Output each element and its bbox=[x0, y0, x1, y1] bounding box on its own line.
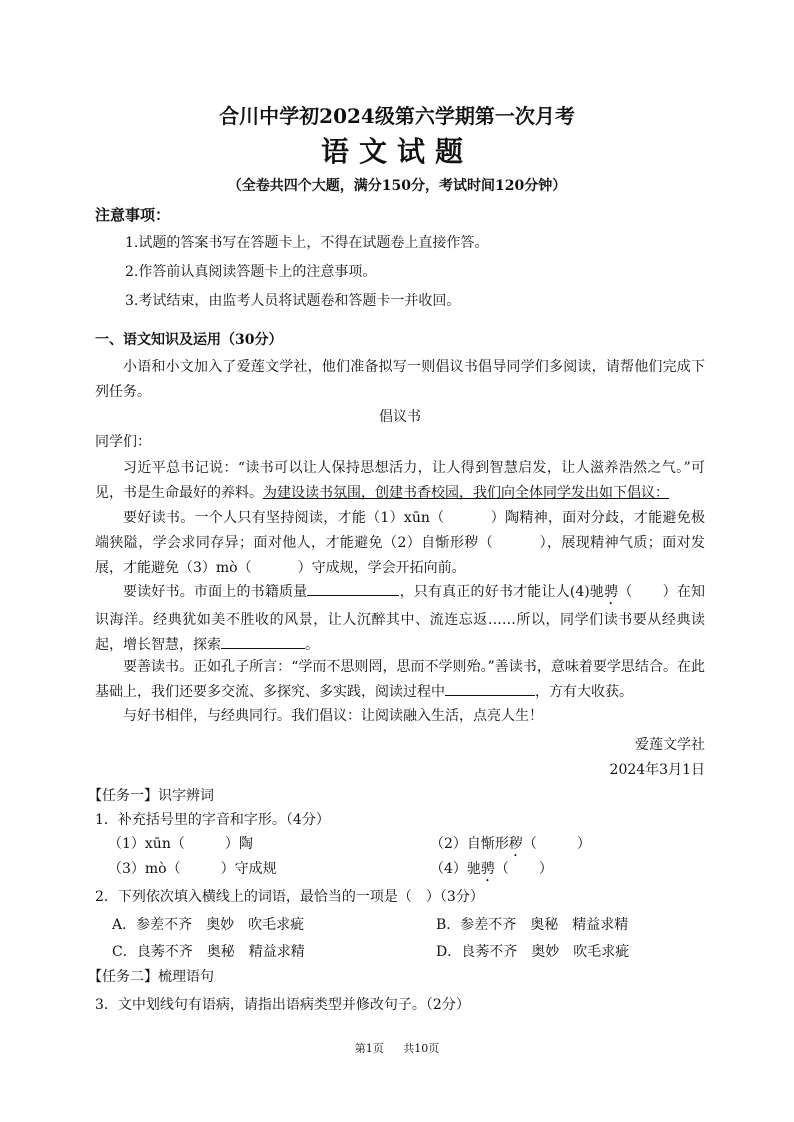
question-3: 3．文中划线句有语病，请指出语病类型并修改句子。（2分） bbox=[95, 997, 470, 1013]
answer-blank-3[interactable] bbox=[445, 681, 535, 696]
q1-item-1: （1）xūn（ ）陶 bbox=[108, 836, 253, 852]
page-footer bbox=[0, 1040, 794, 1056]
letter-signature: 爱莲文学社 bbox=[635, 737, 705, 753]
letter-p1-underlined-sentence: 为建设读书氛围，创建书香校园，我们向全体同学发出如下倡议： bbox=[263, 485, 669, 501]
letter-paragraph-2 bbox=[95, 506, 705, 581]
letter-p3-text-e: 。 bbox=[305, 637, 319, 653]
task1-heading: 【任务一】识字辨词 bbox=[88, 788, 214, 804]
letter-paragraph-5: 与好书相伴，与经典同行。我们倡议：让阅读融入生活，点亮人生！ bbox=[123, 708, 543, 724]
letter-p2-text-d: ）守成规，学会开拓向前。 bbox=[297, 560, 466, 576]
page-number: 第1页 bbox=[354, 1042, 384, 1055]
letter-p3-text-a: 要读好书。市面上的书籍质量 bbox=[123, 584, 308, 600]
emphasis-char: 骋 bbox=[604, 584, 619, 600]
letter-title: 倡议书 bbox=[379, 409, 421, 425]
letter-p3-text-d: ）在知识海洋。经典犹如美不胜收的风景，让人沉醉其中、流连忘返……所以，同学们读书要从经典读起，增长智慧，探索 bbox=[95, 584, 706, 653]
letter-p3-text-c: （ bbox=[618, 584, 633, 600]
letter-p2-text-a: 要好读书。一个人只有坚持阅读，才能（1）xūn（ bbox=[123, 510, 445, 526]
notes-heading: 注意事项： bbox=[95, 206, 171, 224]
letter-p4-text-a: 要善读书。正如孔子所言：“学而不思则罔，思而不学则殆。”善读书，意味着要学思结合。在此基础上，我们还要多交流、多探究、多实践，阅读过程中 bbox=[95, 659, 705, 700]
task2-heading: 【任务二】梳理语句 bbox=[88, 969, 214, 985]
option-b[interactable]: B．参差不齐 奥秘 精益求精 bbox=[436, 917, 629, 933]
q1-item-3: （3）mò（ ）守成规 bbox=[108, 861, 277, 877]
exam-title-line2: 语文试题 bbox=[320, 135, 473, 168]
note-item-1: 1.试题的答案书写在答题卡上，不得在试题卷上直接作答。 bbox=[125, 235, 489, 251]
letter-p1-text: 习近平总书记说：“读书可以让人保持思想活力，让人得到智慧启发，让人滋养浩然之气。”可见，书是生命最好的养料。 bbox=[95, 460, 705, 501]
option-d[interactable]: D．良莠不齐 奥妙 吹毛求疵 bbox=[436, 944, 630, 960]
letter-paragraph-1 bbox=[95, 456, 705, 506]
section1-heading: 一、语文知识及运用（30分） bbox=[95, 332, 283, 348]
letter-p2-text-b: ）陶精神，面对分歧，才能避免极端狭隘，学会求同存异；面对他人，才能避免（2）自惭形秽（ bbox=[95, 510, 705, 551]
answer-blank-2[interactable] bbox=[221, 634, 305, 649]
exam-title-line1: 合川中学初2024级第六学期第一次月考 bbox=[219, 104, 575, 128]
question-1: 1．补充括号里的字音和字形。（4分） bbox=[95, 812, 330, 828]
note-item-2: 2.作答前认真阅读答题卡上的注意事项。 bbox=[125, 264, 377, 280]
letter-date: 2024年3月1日 bbox=[609, 762, 705, 778]
letter-greeting: 同学们： bbox=[95, 434, 151, 450]
letter-p4-text-b: ，方有大收获。 bbox=[535, 684, 633, 700]
letter-paragraph-3 bbox=[95, 580, 705, 658]
q1-item-2: （2）自惭形秽（ ） bbox=[430, 836, 591, 852]
option-c[interactable]: C．良莠不齐 奥秘 精益求精 bbox=[112, 944, 305, 960]
exam-subtitle: （全卷共四个大题，满分150分，考试时间120分钟） bbox=[227, 178, 567, 194]
q1-item-4: （4）驰骋（ ） bbox=[430, 861, 553, 877]
option-a[interactable]: A．参差不齐 奥妙 吹毛求疵 bbox=[112, 917, 305, 933]
letter-p3-text-b: ，只有真正的好书才能让人(4)驰 bbox=[399, 584, 605, 600]
letter-paragraph-4 bbox=[95, 655, 705, 705]
letter-p2-text-c: ），展现精神气质；面对发展，才能避免（3）mò（ bbox=[95, 535, 705, 576]
answer-blank-1[interactable] bbox=[307, 581, 399, 596]
note-item-3: 3.考试结束，由监考人员将试题卷和答题卡一并收回。 bbox=[125, 293, 461, 309]
page-total: 共10页 bbox=[403, 1042, 440, 1055]
question-2: 2．下列依次填入横线上的词语，最恰当的一项是（ ）（3分） bbox=[95, 889, 484, 905]
section1-intro: 小语和小文加入了爱莲文学社，他们准备拟写一则倡议书倡导同学们多阅读，请帮他们完成下列任务。 bbox=[95, 359, 705, 400]
